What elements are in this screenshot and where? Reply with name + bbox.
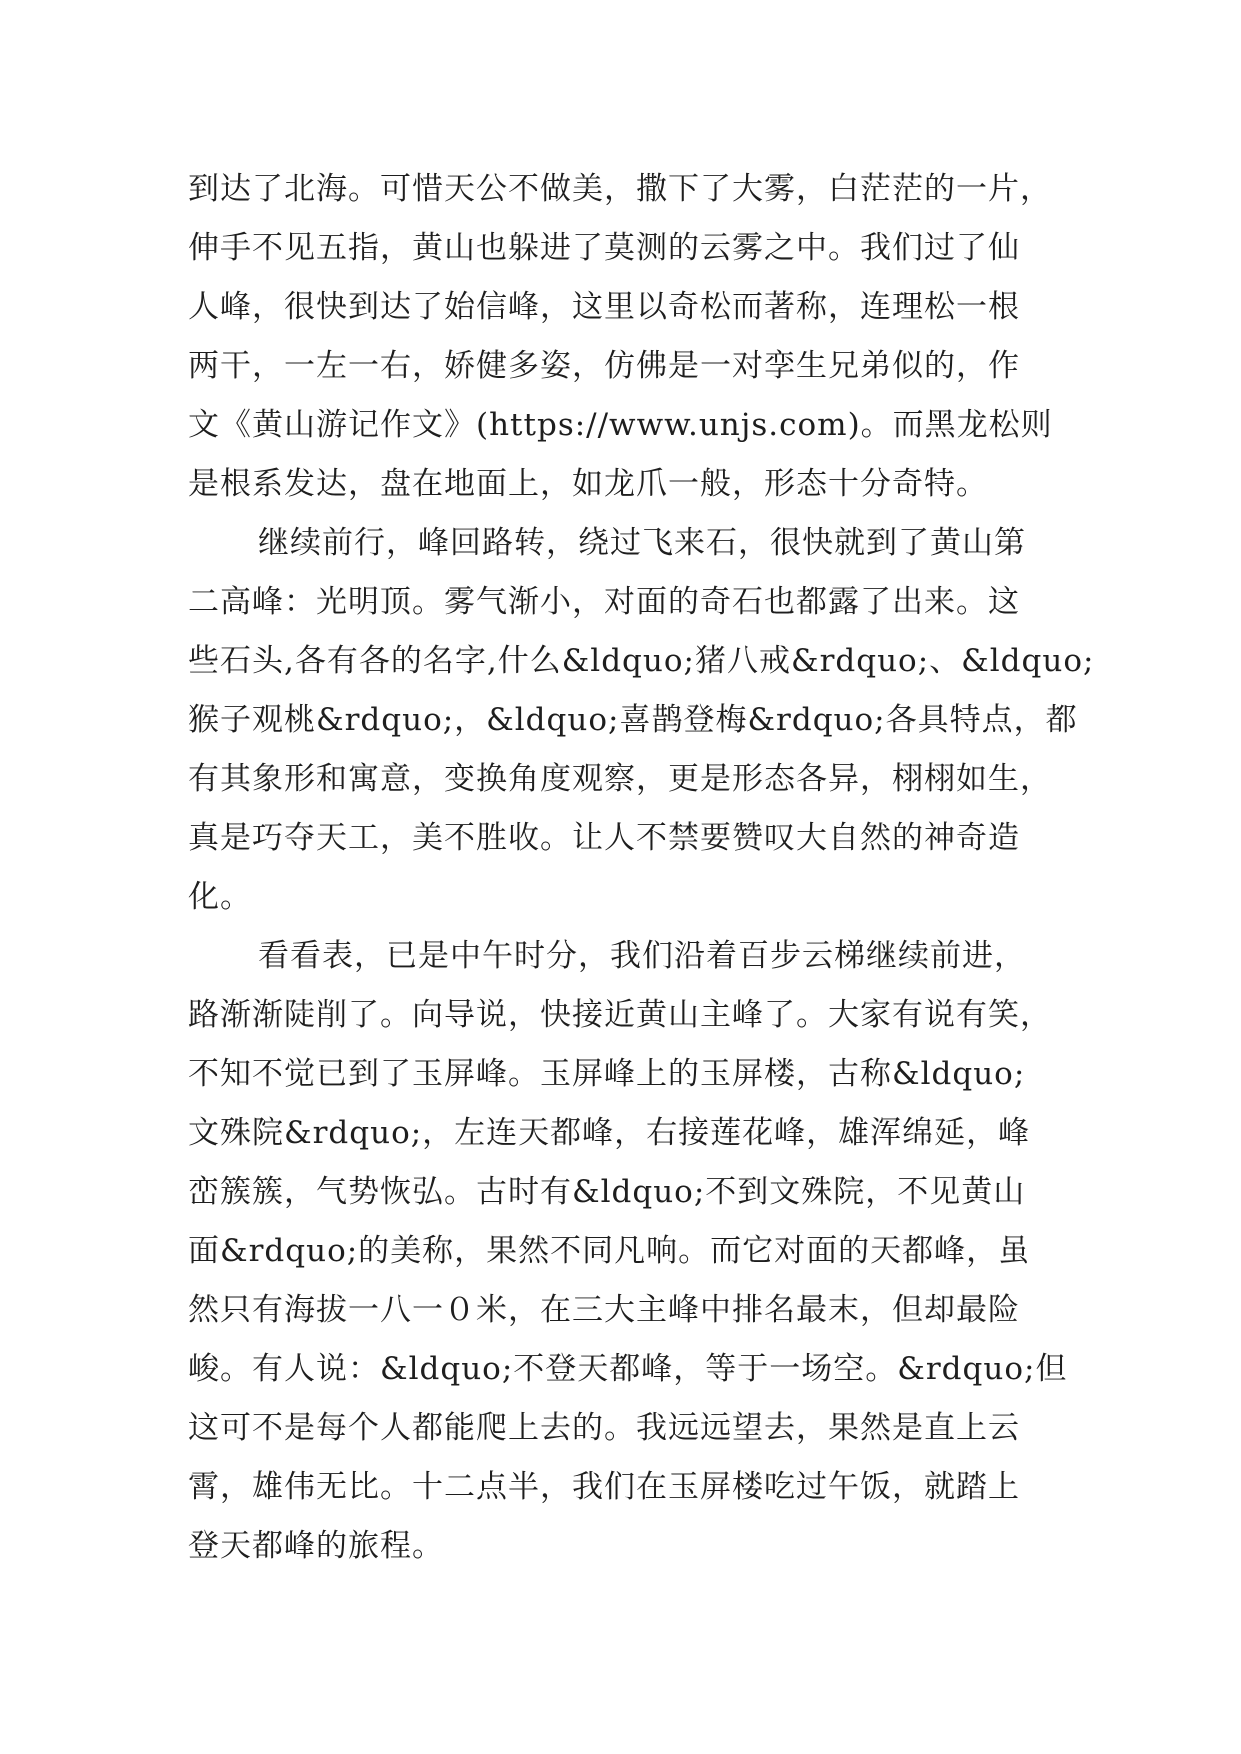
text-line: 这可不是每个人都能爬上去的。我远远望去，果然是直上云 <box>188 1410 1020 1446</box>
text-line: 真是巧夺天工，美不胜收。让人不禁要赞叹大自然的神奇造 <box>188 820 1020 856</box>
text-line: 伸手不见五指，黄山也躲进了莫测的云雾之中。我们过了仙 <box>188 230 1020 266</box>
paragraph-3 <box>188 927 1068 1576</box>
text-line: 霄，雄伟无比。十二点半，我们在玉屏楼吃过午饭，就踏上 <box>188 1469 1020 1505</box>
text-line: 是根系发达，盘在地面上，如龙爪一般，形态十分奇特。 <box>188 466 988 502</box>
text-line: 继续前行，峰回路转，绕过飞来石，很快就到了黄山第 <box>258 525 1026 561</box>
text-line: 峦簇簇，气势恢弘。古时有&ldquo;不到文殊院，不见黄山 <box>188 1174 1026 1210</box>
text-line: 路渐渐陡削了。向导说，快接近黄山主峰了。大家有说有笑， <box>188 997 1052 1033</box>
text-line: 到达了北海。可惜天公不做美，撒下了大雾，白茫茫的一片， <box>188 171 1052 207</box>
text-line: 看看表，已是中午时分，我们沿着百步云梯继续前进， <box>258 938 1026 974</box>
text-line: 人峰，很快到达了始信峰，这里以奇松而著称，连理松一根 <box>188 289 1020 325</box>
text-line: 文殊院&rdquo;，左连天都峰，右接莲花峰，雄浑绵延，峰 <box>188 1115 1031 1151</box>
text-line: 文《黄山游记作文》(https://www.unjs.com)。而黑龙松则 <box>188 407 1053 443</box>
text-line: 有其象形和寓意，变换角度观察，更是形态各异，栩栩如生， <box>188 761 1052 797</box>
text-line: 二高峰：光明顶。雾气渐小，对面的奇石也都露了出来。这 <box>188 584 1020 620</box>
text-line: 面&rdquo;的美称，果然不同凡响。而它对面的天都峰，虽 <box>188 1233 1031 1269</box>
article-body <box>188 160 1095 1576</box>
text-line: 不知不觉已到了玉屏峰。玉屏峰上的玉屏楼，古称&ldquo; <box>188 1056 1026 1092</box>
text-line: 化。 <box>188 879 252 915</box>
text-line: 猴子观桃&rdquo;，&ldquo;喜鹊登梅&rdquo;各具特点，都 <box>188 702 1078 738</box>
text-line: 峻。有人说：&ldquo;不登天都峰，等于一场空。&rdquo;但 <box>188 1351 1068 1387</box>
text-line: 登天都峰的旅程。 <box>188 1528 444 1564</box>
text-line: 些石头,各有各的名字,什么&ldquo;猪八戒&rdquo;、&ldquo; <box>188 643 1095 679</box>
paragraph-2 <box>188 514 1095 927</box>
text-line: 然只有海拔一八一０米，在三大主峰中排名最末，但却最险 <box>188 1292 1020 1328</box>
paragraph-1 <box>188 160 1068 514</box>
text-line: 两干，一左一右，娇健多姿，仿佛是一对孪生兄弟似的，作 <box>188 348 1020 384</box>
